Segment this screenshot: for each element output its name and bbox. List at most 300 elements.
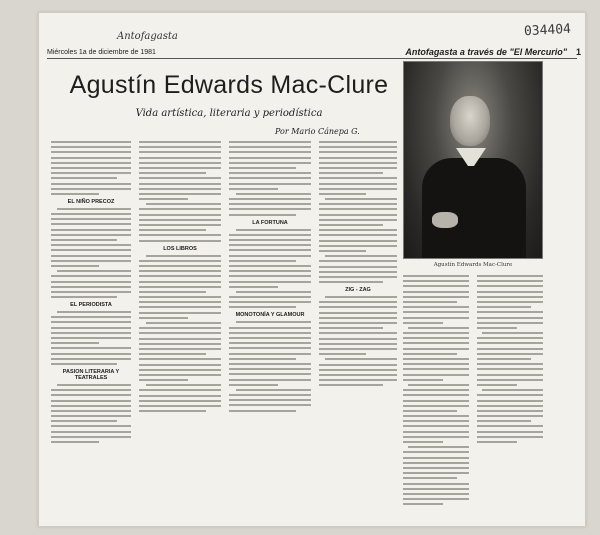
text-line xyxy=(139,146,221,148)
text-line xyxy=(139,389,221,391)
text-line xyxy=(51,141,131,143)
text-line xyxy=(139,410,206,412)
text-column-2 xyxy=(139,141,221,415)
text-line xyxy=(51,316,131,318)
text-line xyxy=(236,291,311,293)
text-line xyxy=(51,239,117,241)
text-line xyxy=(51,146,131,148)
text-line xyxy=(403,280,469,282)
text-line xyxy=(403,451,469,453)
text-line xyxy=(319,343,397,345)
portrait-hand xyxy=(432,212,458,228)
text-line xyxy=(139,219,221,221)
text-line xyxy=(51,342,99,344)
page-header xyxy=(47,47,581,59)
text-line xyxy=(229,275,311,277)
text-line xyxy=(229,188,278,190)
text-line xyxy=(139,208,221,210)
text-line xyxy=(139,369,221,371)
text-line xyxy=(403,493,469,495)
text-line xyxy=(139,157,221,159)
text-line xyxy=(139,374,221,376)
text-line xyxy=(477,301,543,303)
text-line xyxy=(139,400,221,402)
text-line xyxy=(325,358,397,360)
text-line xyxy=(139,193,221,195)
text-line xyxy=(51,172,131,174)
text-line xyxy=(319,271,397,273)
text-line xyxy=(229,249,311,251)
text-line xyxy=(477,400,543,402)
text-line xyxy=(325,255,397,257)
text-line xyxy=(403,498,469,500)
section-head: PASION LITERARIA Y TEATRALES xyxy=(62,368,120,381)
section-head: EL NIÑO PRECOZ xyxy=(67,198,115,205)
text-line xyxy=(51,415,131,417)
text-line xyxy=(319,306,397,308)
text-line xyxy=(51,400,131,402)
text-line xyxy=(319,208,397,210)
article-subtitle: Vida artística, literaria y periodística xyxy=(135,108,323,119)
text-line xyxy=(403,358,469,360)
text-line xyxy=(51,327,131,329)
text-line xyxy=(319,183,397,185)
text-line xyxy=(482,332,543,334)
text-line xyxy=(403,374,469,376)
text-line xyxy=(229,172,311,174)
text-line xyxy=(139,353,206,355)
text-line xyxy=(229,404,311,406)
text-column-1 xyxy=(51,141,131,446)
text-line xyxy=(319,177,397,179)
text-line xyxy=(229,265,311,267)
text-line xyxy=(139,265,221,267)
text-line xyxy=(403,301,457,303)
text-line xyxy=(139,327,221,329)
text-line xyxy=(403,337,469,339)
text-line xyxy=(51,162,131,164)
text-line xyxy=(319,193,366,195)
text-line xyxy=(477,441,517,443)
text-line xyxy=(403,436,469,438)
text-line xyxy=(51,177,117,179)
text-line xyxy=(229,301,311,303)
text-line xyxy=(403,379,443,381)
text-line xyxy=(403,467,469,469)
text-line xyxy=(319,322,397,324)
text-line xyxy=(477,415,543,417)
text-line xyxy=(408,384,469,386)
text-line xyxy=(139,229,206,231)
text-line xyxy=(51,425,131,427)
text-line xyxy=(319,151,397,153)
text-line xyxy=(139,364,221,366)
text-line xyxy=(236,389,311,391)
text-line xyxy=(51,229,131,231)
text-line xyxy=(229,239,311,241)
text-line xyxy=(139,348,221,350)
text-line xyxy=(403,306,469,308)
text-line xyxy=(403,483,469,485)
text-line xyxy=(477,311,543,313)
text-line xyxy=(319,214,397,216)
text-line xyxy=(477,363,543,365)
text-line xyxy=(139,141,221,143)
text-line xyxy=(51,332,131,334)
text-line xyxy=(319,162,397,164)
text-line xyxy=(139,306,221,308)
text-line xyxy=(319,301,397,303)
text-line xyxy=(229,281,311,283)
text-line xyxy=(139,332,221,334)
text-line xyxy=(51,389,131,391)
text-line xyxy=(477,425,543,427)
text-line xyxy=(139,358,221,360)
text-line xyxy=(319,203,397,205)
text-line xyxy=(319,364,397,366)
text-line xyxy=(403,457,469,459)
text-column-5 xyxy=(403,275,469,508)
text-line xyxy=(229,379,311,381)
portrait-face xyxy=(450,96,490,146)
text-line xyxy=(51,286,131,288)
text-line xyxy=(403,472,469,474)
text-line xyxy=(139,188,221,190)
text-line xyxy=(403,275,469,277)
archive-code: 034404 xyxy=(523,21,572,40)
text-line xyxy=(403,389,469,391)
text-line xyxy=(319,281,383,283)
text-line xyxy=(51,157,131,159)
text-line xyxy=(139,270,221,272)
text-line xyxy=(482,389,543,391)
header-date: Miércoles 1a de diciembre de 1981 xyxy=(47,49,156,56)
text-line xyxy=(403,503,443,505)
text-line xyxy=(139,198,188,200)
section-head: EL PERIODISTA xyxy=(70,302,112,309)
text-line xyxy=(477,296,543,298)
text-column-6 xyxy=(477,275,543,446)
text-line xyxy=(477,394,543,396)
text-line xyxy=(403,462,469,464)
text-line xyxy=(229,327,311,329)
text-line xyxy=(408,327,469,329)
text-line xyxy=(51,255,131,257)
text-line xyxy=(229,198,311,200)
text-line xyxy=(236,193,311,195)
text-line xyxy=(139,275,221,277)
text-line xyxy=(229,373,311,375)
text-line xyxy=(477,358,531,360)
text-line xyxy=(51,358,131,360)
text-line xyxy=(51,441,99,443)
text-line xyxy=(477,327,517,329)
text-line xyxy=(139,296,221,298)
text-line xyxy=(229,347,311,349)
text-line xyxy=(51,244,131,246)
text-line xyxy=(403,410,457,412)
text-line xyxy=(51,394,131,396)
text-line xyxy=(477,306,531,308)
text-line xyxy=(51,347,131,349)
text-line xyxy=(477,384,517,386)
text-line xyxy=(408,446,469,448)
text-line xyxy=(477,436,543,438)
text-line xyxy=(229,151,311,153)
text-line xyxy=(139,312,221,314)
text-line xyxy=(477,431,543,433)
text-line xyxy=(139,172,206,174)
text-line xyxy=(139,151,221,153)
text-line xyxy=(139,395,221,397)
text-line xyxy=(229,306,296,308)
text-column-4 xyxy=(319,141,397,389)
text-line xyxy=(139,177,221,179)
text-line xyxy=(319,332,397,334)
text-line xyxy=(146,203,221,205)
text-line xyxy=(229,384,278,386)
newspaper-clipping xyxy=(38,12,586,527)
text-line xyxy=(51,363,117,365)
text-line xyxy=(319,219,397,221)
text-line xyxy=(403,311,469,313)
text-line xyxy=(319,167,397,169)
text-line xyxy=(139,162,221,164)
page-number: 1 xyxy=(575,47,581,57)
text-line xyxy=(229,270,311,272)
text-line xyxy=(139,317,188,319)
text-line xyxy=(477,317,543,319)
text-line xyxy=(477,374,543,376)
text-line xyxy=(403,348,469,350)
text-line xyxy=(403,420,469,422)
handwritten-note: Antofagasta xyxy=(117,31,178,42)
text-line xyxy=(403,296,469,298)
text-line xyxy=(51,151,131,153)
text-line xyxy=(403,317,469,319)
text-line xyxy=(319,384,383,386)
text-line xyxy=(319,379,397,381)
text-line xyxy=(477,353,543,355)
photo-caption: Agustín Edwards Mac-Clure xyxy=(433,262,513,268)
text-line xyxy=(319,172,383,174)
text-line xyxy=(139,379,188,381)
text-line xyxy=(146,255,221,257)
text-line xyxy=(403,332,469,334)
text-line xyxy=(403,322,443,324)
text-line xyxy=(229,394,311,396)
text-line xyxy=(229,337,311,339)
text-line xyxy=(319,229,397,231)
text-line xyxy=(319,266,397,268)
text-line xyxy=(139,214,221,216)
section-title: Antofagasta a través de "El Mercurio" xyxy=(405,47,567,57)
portrait-photo xyxy=(403,61,543,259)
text-line xyxy=(403,488,469,490)
text-line xyxy=(51,296,117,298)
text-line xyxy=(51,223,131,225)
text-line xyxy=(236,229,311,231)
text-line xyxy=(146,322,221,324)
text-line xyxy=(51,291,131,293)
text-line xyxy=(236,321,311,323)
text-line xyxy=(477,405,543,407)
text-line xyxy=(229,260,296,262)
text-line xyxy=(139,224,221,226)
text-line xyxy=(403,400,469,402)
text-line xyxy=(51,431,131,433)
text-line xyxy=(477,342,543,344)
text-line xyxy=(51,337,131,339)
text-line xyxy=(51,213,131,215)
text-line xyxy=(229,141,311,143)
text-line xyxy=(319,312,397,314)
text-line xyxy=(403,363,469,365)
text-line xyxy=(403,477,457,479)
text-line xyxy=(477,337,543,339)
text-line xyxy=(477,291,543,293)
text-line xyxy=(477,275,543,277)
text-line xyxy=(319,146,397,148)
text-line xyxy=(319,245,397,247)
text-line xyxy=(57,311,131,313)
text-line xyxy=(139,183,221,185)
text-line xyxy=(325,198,397,200)
section-head: LA FORTUNA xyxy=(252,219,288,226)
text-line xyxy=(229,177,311,179)
text-line xyxy=(229,368,311,370)
text-line xyxy=(477,348,543,350)
text-line xyxy=(51,353,131,355)
text-line xyxy=(319,250,366,252)
text-line xyxy=(477,322,543,324)
text-line xyxy=(51,410,131,412)
text-line xyxy=(477,420,531,422)
text-line xyxy=(139,286,221,288)
text-line xyxy=(51,167,131,169)
text-line xyxy=(139,301,221,303)
text-line xyxy=(139,260,221,262)
text-line xyxy=(229,146,311,148)
text-line xyxy=(51,275,131,277)
article-title: Agustín Edwards Mac-Clure xyxy=(69,71,389,99)
text-line xyxy=(319,348,397,350)
text-line xyxy=(319,338,397,340)
text-line xyxy=(325,296,397,298)
text-line xyxy=(319,317,397,319)
section-head: ZIG - ZAG xyxy=(345,287,371,294)
text-line xyxy=(51,281,131,283)
text-line xyxy=(477,410,543,412)
text-line xyxy=(319,240,397,242)
text-line xyxy=(319,224,383,226)
text-line xyxy=(57,270,131,272)
section-head: MONOTONÍA Y GLAMOUR xyxy=(235,312,305,319)
text-line xyxy=(51,183,131,185)
text-line xyxy=(51,188,131,190)
text-line xyxy=(51,405,131,407)
text-line xyxy=(51,218,131,220)
text-line xyxy=(139,234,221,236)
text-line xyxy=(146,384,221,386)
text-line xyxy=(319,157,397,159)
text-line xyxy=(319,374,397,376)
article-byline: Por Mario Cánepa G. xyxy=(275,127,360,136)
text-line xyxy=(229,203,311,205)
text-line xyxy=(51,265,99,267)
section-head: LOS LIBROS xyxy=(163,245,197,252)
text-line xyxy=(319,260,397,262)
text-line xyxy=(229,157,311,159)
text-line xyxy=(229,255,311,257)
text-line xyxy=(139,291,206,293)
text-line xyxy=(403,285,469,287)
text-line xyxy=(319,188,397,190)
text-line xyxy=(139,343,221,345)
text-line xyxy=(319,353,366,355)
text-line xyxy=(139,281,221,283)
text-line xyxy=(229,244,311,246)
text-column-3 xyxy=(229,141,311,415)
text-line xyxy=(139,167,221,169)
text-line xyxy=(229,167,296,169)
text-line xyxy=(51,420,117,422)
text-line xyxy=(229,353,311,355)
portrait-body xyxy=(422,158,526,258)
text-line xyxy=(403,342,469,344)
text-line xyxy=(139,240,221,242)
text-line xyxy=(403,394,469,396)
text-line xyxy=(403,368,469,370)
text-line xyxy=(477,379,543,381)
text-line xyxy=(477,285,543,287)
text-line xyxy=(139,405,221,407)
text-line xyxy=(51,193,99,195)
text-line xyxy=(229,162,311,164)
text-line xyxy=(51,436,131,438)
text-line xyxy=(229,358,296,360)
text-line xyxy=(319,141,397,143)
text-line xyxy=(403,431,469,433)
text-line xyxy=(319,327,383,329)
text-line xyxy=(51,260,131,262)
text-line xyxy=(477,280,543,282)
text-line xyxy=(403,353,457,355)
text-line xyxy=(319,234,397,236)
text-line xyxy=(229,342,311,344)
text-line xyxy=(139,338,221,340)
text-line xyxy=(229,332,311,334)
text-line xyxy=(403,291,469,293)
text-line xyxy=(229,296,311,298)
text-line xyxy=(403,415,469,417)
text-line xyxy=(51,249,131,251)
text-line xyxy=(403,425,469,427)
text-line xyxy=(403,405,469,407)
text-line xyxy=(51,321,131,323)
text-line xyxy=(319,276,397,278)
text-line xyxy=(51,234,131,236)
text-line xyxy=(229,410,296,412)
text-line xyxy=(229,234,311,236)
text-line xyxy=(477,368,543,370)
text-line xyxy=(229,214,296,216)
text-line xyxy=(319,369,397,371)
text-line xyxy=(57,384,131,386)
text-line xyxy=(229,183,311,185)
text-line xyxy=(229,286,278,288)
text-line xyxy=(229,399,311,401)
